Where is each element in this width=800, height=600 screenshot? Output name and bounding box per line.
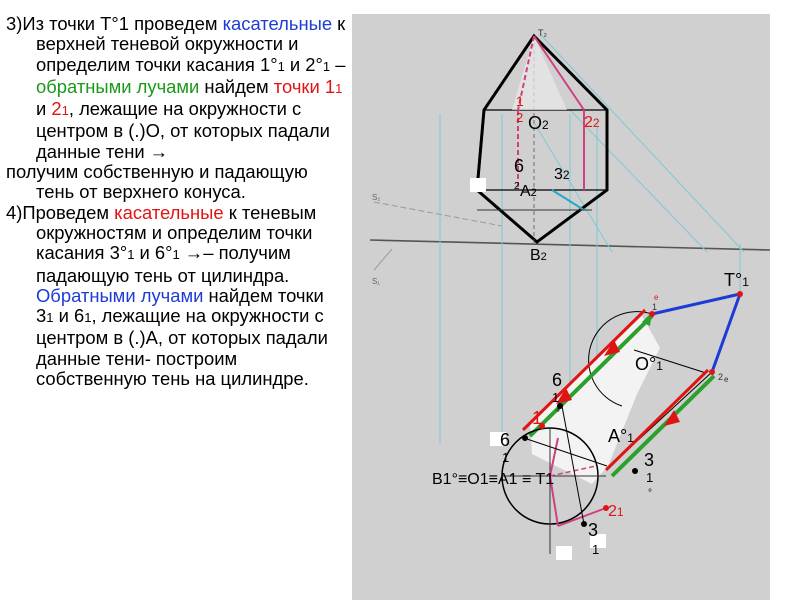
p1-point-2: 2 <box>51 98 62 120</box>
p1-text-i: и <box>36 98 52 120</box>
label-2-1: 21 <box>608 503 624 520</box>
label-6-upper: 6 <box>514 156 525 176</box>
label-2-upper-red: 2 <box>516 110 524 125</box>
label-a1: A°1 <box>608 426 634 446</box>
p3-text-h: и 6 <box>53 305 85 327</box>
label-t1: T°1 <box>724 270 749 290</box>
paragraph-continuation: получим собственную и падающую тень от верхнего конуса. <box>6 161 308 203</box>
point-6-lower <box>522 435 528 441</box>
p3-text-e: →– получим падающую тень от цилиндра. <box>36 242 291 286</box>
point-t1 <box>737 291 743 297</box>
p3-tangents-term: касательные <box>114 201 224 223</box>
p3-sub-c: 1 <box>127 247 135 263</box>
p1-tangents-term: касательные <box>222 13 333 34</box>
label-b2: B2 <box>530 247 547 264</box>
shadow-construction-diagram <box>352 14 770 600</box>
label-deg-upper: ° <box>556 408 560 419</box>
label-1-upper-red: 1 <box>516 93 524 109</box>
p1-text-d: и 2° <box>284 53 323 75</box>
label-o2: O2 <box>528 113 549 133</box>
p1-sub-d: 1 <box>322 58 331 74</box>
label-1-red-top-view: 1 <box>532 408 543 428</box>
p1-sub-j: 1 <box>61 103 69 119</box>
label-s2: S₂ <box>372 193 381 202</box>
label-b1-eq: B1°≡O1≡A1 ≡ T1 <box>432 471 555 488</box>
p3-text-i: , лежащие на окружности с центром в (.)А, от которых падали данные тени- построим собственную тень на цилиндре. <box>36 305 328 390</box>
label-two-small-1: 2 <box>718 372 724 382</box>
p3-text-d: и 6° <box>134 242 173 264</box>
p1-text-a: 3)Из точки Т°1 проведем <box>6 13 223 34</box>
label-3-bottom: 3 <box>588 520 599 540</box>
label-1-lower: 1 <box>502 450 510 465</box>
label-3-right: 3 <box>644 450 655 470</box>
label-o1: O°1 <box>635 354 663 374</box>
label-s1: S₁ <box>372 277 381 286</box>
p3-reverse-rays-term: Обратными лучами <box>36 284 204 306</box>
text-panel <box>6 14 346 389</box>
label-2-small: 2 <box>514 181 520 192</box>
label-3-2: 32 <box>554 166 570 183</box>
label-e-small-2: e <box>724 375 729 384</box>
p1-sub-c: 1 <box>277 58 285 74</box>
label-6-lower: 6 <box>500 430 511 450</box>
p3-text-c: к теневым окружностям и определим точки касания 3° <box>36 201 317 264</box>
label-e-small-1: e <box>654 293 659 302</box>
label-1-upper-top-view: 1 <box>552 390 560 405</box>
p1-text-k: , лежащие на окружности с центром в (.)О, от которых падали данные тени → <box>36 98 330 162</box>
point-3-right <box>632 468 638 474</box>
p1-points-term: точки 1 <box>273 75 336 97</box>
p3-text-a: 4)Проведем <box>6 201 115 223</box>
p1-text-e: – <box>330 53 346 75</box>
point-3-bottom <box>581 521 587 527</box>
label-one-small-1: 1 <box>652 302 658 312</box>
paragraph-step-4 <box>6 203 346 390</box>
label-a2: A2 <box>520 183 537 200</box>
p3-sub-d: 1 <box>172 247 180 263</box>
paragraph-step-3 <box>6 14 346 162</box>
p1-reverse-rays-term: обратными лучами <box>36 75 200 97</box>
label-6-upper-top-view: 6 <box>552 370 563 390</box>
label-t2: T₂ <box>538 28 547 38</box>
p1-sub-h: 1 <box>335 80 343 96</box>
label-deg-right: ° <box>648 488 652 499</box>
p3-sub-g: 1 <box>46 310 54 326</box>
p1-text-c: к верхней теневой окружности и определим точки касания 1° <box>36 13 346 75</box>
p3-sub-h: 1 <box>84 310 92 326</box>
label-box-left <box>470 178 486 192</box>
label-2-2-red: 22 <box>584 114 600 131</box>
point-2-right <box>709 369 715 375</box>
label-1-bottom: 1 <box>592 542 600 557</box>
p1-text-g: найдем <box>199 75 274 97</box>
label-box-3 <box>556 546 572 560</box>
label-1-right: 1 <box>646 470 654 485</box>
p3-text-g: найдем точки 3 <box>36 284 324 327</box>
